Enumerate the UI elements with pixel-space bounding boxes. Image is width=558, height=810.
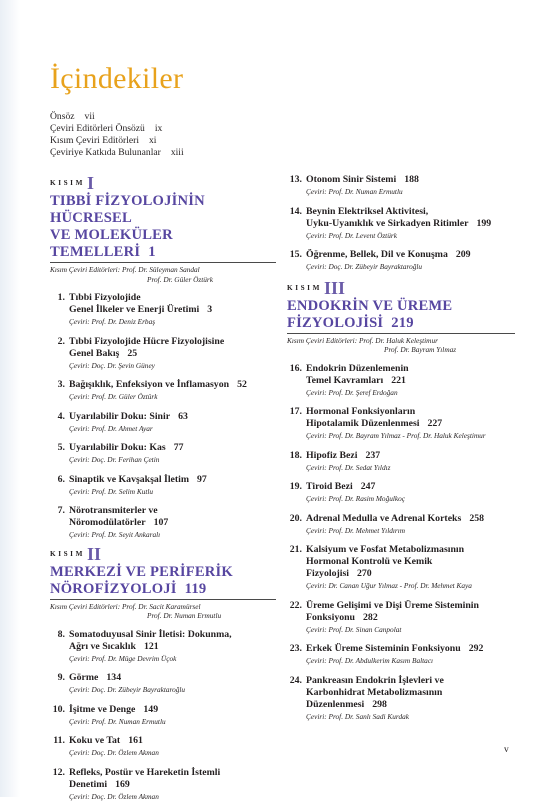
chapter-title: Tıbbi Fizyolojide Hücre Fizyolojisine Genel Bakış 25 xyxy=(69,335,225,359)
chapter-number: 24. xyxy=(289,674,302,686)
chapter-translator: Çeviri: Prof. Dr. Seyit Ankaralı xyxy=(69,530,161,540)
divider xyxy=(50,262,276,263)
chapter-body xyxy=(69,411,276,434)
chapter-body xyxy=(306,600,515,635)
chapter-entry[interactable] xyxy=(287,513,515,536)
part-title[interactable]: TIBBİ FİZYOLOJİNİN HÜCRESEL VE MOLEKÜLER TEMELLERİ 1 xyxy=(50,193,205,260)
chapter-number: 15. xyxy=(289,249,302,260)
chapter-body xyxy=(306,363,515,398)
chapter-translator: Çeviri: Prof. Dr. Numan Ermutlu xyxy=(69,716,166,726)
chapter-translator: Çeviri: Doç. Dr. Zübeyir Bayraktaroğlu xyxy=(69,685,186,695)
chapter-title: Bağışıklık, Enfeksiyon ve İnflamasyon 52 xyxy=(69,379,247,391)
part-heading xyxy=(50,173,276,193)
chapter-translator: Çeviri: Prof. Dr. Sedat Yıldız xyxy=(306,462,391,472)
chapter-title: Uyarılabilir Doku: Sinir 63 xyxy=(69,410,188,422)
chapter-page: 149 xyxy=(143,703,159,715)
chapter-list xyxy=(50,292,276,540)
chapter-translator: Çeviri: Doç. Dr. Özlem Akman xyxy=(69,791,159,801)
chapter-page: 52 xyxy=(237,379,247,391)
chapter-page: 134 xyxy=(106,672,122,684)
chapter-title: Erkek Üreme Sisteminin Fonksiyonu 292 xyxy=(306,643,484,655)
part-number: III xyxy=(323,277,345,298)
chapter-entry[interactable] xyxy=(287,450,515,473)
front-matter-list xyxy=(50,111,184,159)
part-title[interactable]: ENDOKRİN VE ÜREME FİZYOLOJİSİ 219 xyxy=(287,297,453,331)
chapter-title: Üreme Gelişimi ve Dişi Üreme Sisteminin Fonksiyonu 282 xyxy=(306,599,479,623)
chapter-entry[interactable] xyxy=(287,249,515,272)
chapter-page: 188 xyxy=(404,174,419,185)
chapter-page: 97 xyxy=(197,473,207,485)
part-editors: Kısım Çeviri Editörleri: Prof. Dr. Sacit Karamürsel Prof. Dr. Numan Ermutlu xyxy=(50,601,222,621)
chapter-number: 23. xyxy=(289,643,302,655)
chapter-translator: Çeviri: Prof. Dr. Güler Öztürk xyxy=(69,392,158,402)
chapter-number: 7. xyxy=(57,505,65,517)
chapter-entry[interactable] xyxy=(50,505,276,540)
front-matter-item[interactable]: Önsöz vii xyxy=(50,111,95,122)
chapter-number: 14. xyxy=(289,205,302,217)
right-column xyxy=(287,174,515,730)
chapter-entry[interactable] xyxy=(50,629,276,664)
chapter-entry[interactable] xyxy=(287,363,515,398)
chapter-translator: Çeviri: Prof. Dr. Müge Devrim Üçok xyxy=(69,653,177,663)
chapter-body xyxy=(306,481,515,504)
chapter-page: 3 xyxy=(207,304,213,316)
chapter-body xyxy=(306,174,515,197)
divider xyxy=(50,599,276,600)
chapter-number: 22. xyxy=(289,599,302,611)
chapter-entry[interactable] xyxy=(287,600,515,635)
chapter-page: 270 xyxy=(357,568,372,580)
chapter-translator: Çeviri: Prof. Dr. Şeref Erdoğan xyxy=(306,387,398,397)
chapter-entry[interactable] xyxy=(287,174,515,197)
chapter-translator: Çeviri: Dr. Canan Uğur Yılmaz - Prof. Dr. Mehmet Kaya xyxy=(306,581,472,591)
chapter-entry[interactable] xyxy=(287,544,515,591)
chapter-title: Tiroid Bezi 247 xyxy=(306,481,376,493)
chapter-number: 9. xyxy=(57,672,65,684)
chapter-list xyxy=(287,174,515,272)
chapter-page: 298 xyxy=(372,698,387,710)
chapter-translator: Çeviri: Prof. Dr. Mehmet Yıldırım xyxy=(306,525,406,535)
chapter-translator: Çeviri: Doç. Dr. Zübeyir Bayraktaroğlu xyxy=(306,262,423,271)
chapter-translator: Çeviri: Prof. Dr. Sanlı Sadi Kurdak xyxy=(306,711,410,721)
chapter-translator: Çeviri: Prof. Dr. Numan Ermutlu xyxy=(306,187,403,196)
chapter-title: Uyarılabilir Doku: Kas 77 xyxy=(69,442,184,454)
chapter-page: 292 xyxy=(468,643,484,655)
chapter-number: 18. xyxy=(289,449,302,461)
chapter-number: 6. xyxy=(57,473,65,485)
left-column xyxy=(50,174,276,810)
chapter-list xyxy=(287,363,515,722)
chapter-translator: Çeviri: Doç. Dr. Şevin Güney xyxy=(69,360,155,370)
chapter-body xyxy=(69,704,276,727)
chapter-page: 169 xyxy=(115,778,130,790)
chapter-number: 10. xyxy=(52,703,65,715)
chapter-title: Sinaptik ve Kavşakşal İletim 97 xyxy=(69,473,207,485)
part-label: KISIM xyxy=(50,549,85,558)
chapter-translator: Çeviri: Prof. Dr. Ahmet Ayar xyxy=(69,423,153,433)
part-label: KISIM xyxy=(50,179,85,187)
chapter-title: Endokrin Düzenlemenin Temel Kavramları 221 xyxy=(306,362,409,386)
chapter-page: 227 xyxy=(427,418,443,430)
chapter-entry[interactable] xyxy=(50,735,276,758)
page-edge-shadow xyxy=(0,0,20,797)
chapter-entry[interactable] xyxy=(50,442,276,465)
chapter-number: 12. xyxy=(52,766,65,778)
chapter-entry[interactable] xyxy=(287,481,515,504)
chapter-entry[interactable] xyxy=(287,675,515,722)
chapter-number: 3. xyxy=(57,379,65,391)
chapter-page: 247 xyxy=(360,481,376,493)
part-section xyxy=(50,543,276,802)
front-matter-item[interactable]: Kısım Çeviri Editörleri xi xyxy=(50,135,157,146)
chapter-page: 77 xyxy=(173,442,184,454)
chapter-body xyxy=(306,513,515,536)
chapter-page: 199 xyxy=(476,217,492,229)
chapter-entry[interactable] xyxy=(50,379,276,402)
chapter-entry[interactable] xyxy=(50,704,276,727)
part-section xyxy=(287,277,515,722)
chapter-title: Koku ve Tat 161 xyxy=(69,735,143,747)
chapter-page: 221 xyxy=(391,374,406,386)
chapter-entry[interactable] xyxy=(287,406,515,441)
chapter-page: 121 xyxy=(143,640,159,652)
chapter-title: Nörotransmiterler ve Nöromodülatörler 107 xyxy=(69,505,169,529)
chapter-number: 19. xyxy=(289,481,302,493)
page-number: v xyxy=(504,745,509,755)
chapter-title: Beynin Elektriksel Aktivitesi, Uyku-Uyanıklık ve Sirkadyen Ritimler 199 xyxy=(306,205,492,229)
chapter-number: 2. xyxy=(57,335,65,347)
chapter-title: Refleks, Postür ve Hareketin İstemli Denetimi 169 xyxy=(69,766,221,790)
chapter-page: 209 xyxy=(455,249,471,260)
chapter-number: 1. xyxy=(57,292,65,304)
part-heading xyxy=(50,543,276,564)
chapter-number: 4. xyxy=(57,410,65,422)
chapter-title: İşitme ve Denge 149 xyxy=(69,703,159,715)
chapter-page: 107 xyxy=(153,517,169,529)
chapter-entry[interactable] xyxy=(287,643,515,666)
chapter-number: 17. xyxy=(289,406,302,418)
chapter-translator: Çeviri: Prof. Dr. Abdulkerim Kasım Baltacı xyxy=(306,656,434,666)
chapter-body xyxy=(306,450,515,473)
chapter-title: Hipofiz Bezi 237 xyxy=(306,449,381,461)
part-editors: Kısım Çeviri Editörleri: Prof. Dr. Haluk Keleştimur Prof. Dr. Bayram Yılmaz xyxy=(287,335,457,355)
chapter-number: 13. xyxy=(289,174,302,185)
chapter-title: Görme 134 xyxy=(69,672,122,684)
part-section xyxy=(50,173,276,540)
chapter-page: 282 xyxy=(363,611,378,623)
chapter-number: 21. xyxy=(289,544,302,556)
chapter-body xyxy=(69,629,276,664)
chapter-page: 63 xyxy=(178,410,188,422)
chapter-body xyxy=(306,544,515,591)
chapter-title: Otonom Sinir Sistemi 188 xyxy=(306,174,419,185)
part-heading xyxy=(287,277,515,298)
chapter-translator: Çeviri: Prof. Dr. Bayram Yılmaz - Prof. Dr. Haluk Keleştimur xyxy=(306,431,486,441)
chapter-page: 25 xyxy=(127,347,138,359)
chapter-translator: Çeviri: Doç. Dr. Özlem Akman xyxy=(69,748,159,758)
chapter-title: Öğrenme, Bellek, Dil ve Konuşma 209 xyxy=(306,249,471,260)
chapter-translator: Çeviri: Prof. Dr. Selim Kutlu xyxy=(69,486,154,496)
chapter-body xyxy=(69,672,276,695)
chapter-entry[interactable] xyxy=(50,411,276,434)
chapter-list xyxy=(50,629,276,802)
chapter-entry[interactable] xyxy=(287,206,515,241)
chapter-body xyxy=(306,249,515,272)
part-editors: Kısım Çeviri Editörleri: Prof. Dr. Süleyman Sandal Prof. Dr. Güler Öztürk xyxy=(50,265,214,284)
chapter-body xyxy=(69,735,276,758)
chapter-title: Hormonal Fonksiyonların Hipotalamik Düzenlenmesi 227 xyxy=(306,406,443,430)
chapter-title: Tıbbi Fizyolojide Genel İlkeler ve Enerji Üretimi 3 xyxy=(69,292,213,316)
front-matter-item[interactable]: Çeviri Editörleri Önsözü ix xyxy=(50,123,163,134)
page-title: İçindekiler xyxy=(50,62,184,95)
front-matter-item[interactable]: Çeviriye Katkıda Bulunanlar xiii xyxy=(50,147,184,158)
chapter-translator: Çeviri: Prof. Dr. Levent Öztürk xyxy=(306,230,397,240)
chapter-number: 11. xyxy=(53,735,65,747)
chapter-body xyxy=(306,643,515,666)
chapter-title: Adrenal Medulla ve Adrenal Korteks 258 xyxy=(306,512,485,524)
chapter-page: 237 xyxy=(365,449,381,461)
chapter-entry[interactable] xyxy=(50,672,276,695)
chapter-title: Pankreasın Endokrin İşlevleri ve Karbonhidrat Metabolizmasının Düzenlenmesi 298 xyxy=(306,674,444,710)
chapter-body xyxy=(306,206,515,241)
chapter-translator: Çeviri: Doç. Dr. Ferihan Çetin xyxy=(69,455,160,465)
chapter-number: 5. xyxy=(57,442,65,454)
chapter-body xyxy=(69,505,276,540)
part-number: II xyxy=(86,543,101,564)
chapter-body xyxy=(306,406,515,441)
chapter-body xyxy=(69,379,276,402)
chapter-translator: Çeviri: Prof. Dr. Sinan Canpolat xyxy=(306,624,402,634)
chapter-body xyxy=(69,474,276,497)
chapter-translator: Çeviri: Prof. Dr. Rasim Moğulkoç xyxy=(306,494,406,504)
chapter-entry[interactable] xyxy=(50,474,276,497)
chapter-entry[interactable] xyxy=(50,336,276,371)
chapter-page: 161 xyxy=(128,735,143,747)
chapter-body xyxy=(69,442,276,465)
part-title[interactable]: MERKEZİ VE PERİFERİK NÖROFİZYOLOJİ 119 xyxy=(50,563,233,597)
part-label: KISIM xyxy=(287,283,322,292)
chapter-translator: Çeviri: Prof. Dr. Deniz Erbaş xyxy=(69,317,156,327)
chapter-entry[interactable] xyxy=(50,292,276,327)
chapter-number: 8. xyxy=(57,628,65,640)
chapter-body xyxy=(69,292,276,327)
chapter-title: Kalsiyum ve Fosfat Metabolizmasının Hormonal Kontrolü ve Kemik Fizyolojisi 270 xyxy=(306,544,465,580)
chapter-body xyxy=(69,336,276,371)
chapter-title: Somatoduyusal Sinir İletisi: Dokunma, Ağrı ve Sıcaklık 121 xyxy=(69,628,232,652)
part-number: I xyxy=(86,173,94,193)
divider xyxy=(287,333,515,334)
chapter-number: 20. xyxy=(289,512,302,524)
chapter-number: 16. xyxy=(289,362,302,374)
chapter-page: 258 xyxy=(469,512,485,524)
chapter-body xyxy=(306,675,515,722)
